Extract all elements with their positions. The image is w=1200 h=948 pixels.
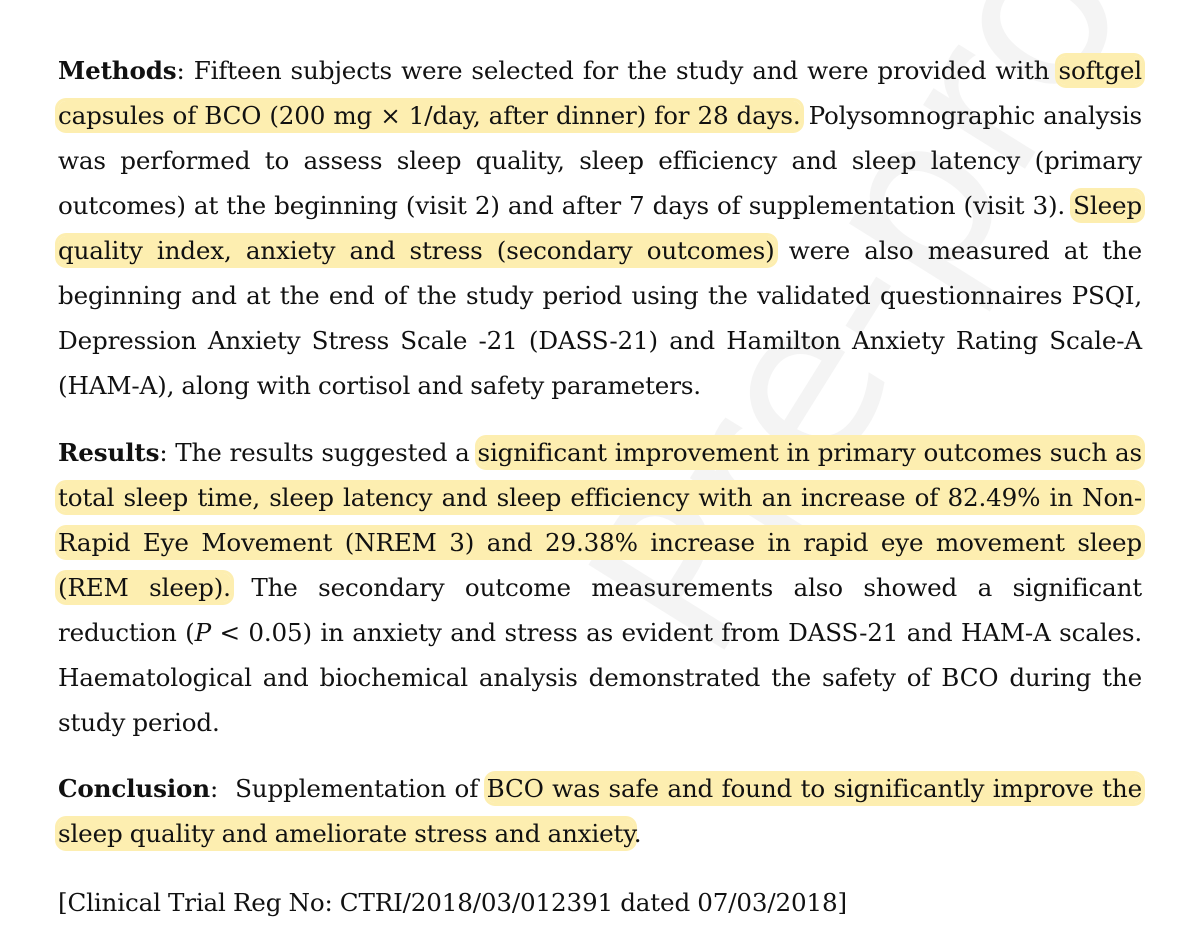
conclusion-label: Conclusion	[58, 774, 211, 803]
conclusion-text-1: Supplementation of	[235, 774, 487, 803]
methods-text-3: were also measured at the beginning and at the end of the study period using the validated questionnaires PSQI, Depression Anxiety Stress Scale -21 (DASS-21) and Hamilton Anxiety Rating Scale-A (HAM-A), along with cortisol and safety parameters.	[58, 236, 1143, 400]
methods-highlight-2: Sleep quality index, anxiety and stress (secondary outcomes)	[58, 191, 1142, 265]
conclusion-paragraph	[58, 766, 1142, 856]
results-highlight-1: significant improvement in primary outcomes such as total sleep time, sleep latency and sleep efficiency with an increase of 82.49% in Non-Rapid Eye Movement (NREM 3) and 29.38% increase in rapid eye movement sleep (REM sleep).	[58, 438, 1142, 602]
conclusion-separator: :	[210, 774, 236, 803]
methods-label: Methods	[58, 56, 177, 85]
results-label: Results	[58, 438, 160, 467]
results-text-3: < 0.05) in anxiety and stress as evident from DASS-21 and HAM-A scales. Haematological and biochemical analysis demonstrated the safety of BCO during the study period.	[58, 618, 1142, 737]
p-value-symbol: P	[194, 618, 212, 647]
methods-separator: :	[176, 56, 194, 85]
conclusion-highlight-1: BCO was safe and found to significantly improve the sleep quality and ameliorate stress and anxiety	[58, 774, 1142, 848]
methods-text-2: Polysomnographic analysis was performed to assess sleep quality, sleep efficiency and sleep latency (primary outcomes) at the beginning (visit 2) and after 7 days of supplementation (visit 3).	[58, 101, 1143, 220]
trial-registration: [Clinical Trial Reg No: CTRI/2018/03/012391 dated 07/03/2018]	[58, 888, 847, 917]
results-separator: :	[159, 438, 176, 467]
methods-paragraph	[58, 48, 1142, 408]
results-paragraph	[58, 430, 1142, 745]
methods-highlight-1: softgel capsules of BCO (200 mg × 1/day, after dinner) for 28 days.	[58, 56, 1142, 130]
results-text-1: The results suggested a	[175, 438, 478, 467]
methods-text-1: Fifteen subjects were selected for the study and were provided with	[193, 56, 1059, 85]
conclusion-text-2: .	[633, 819, 642, 848]
results-text-2: The secondary outcome measurements also showed a significant reduction (	[58, 573, 1142, 647]
